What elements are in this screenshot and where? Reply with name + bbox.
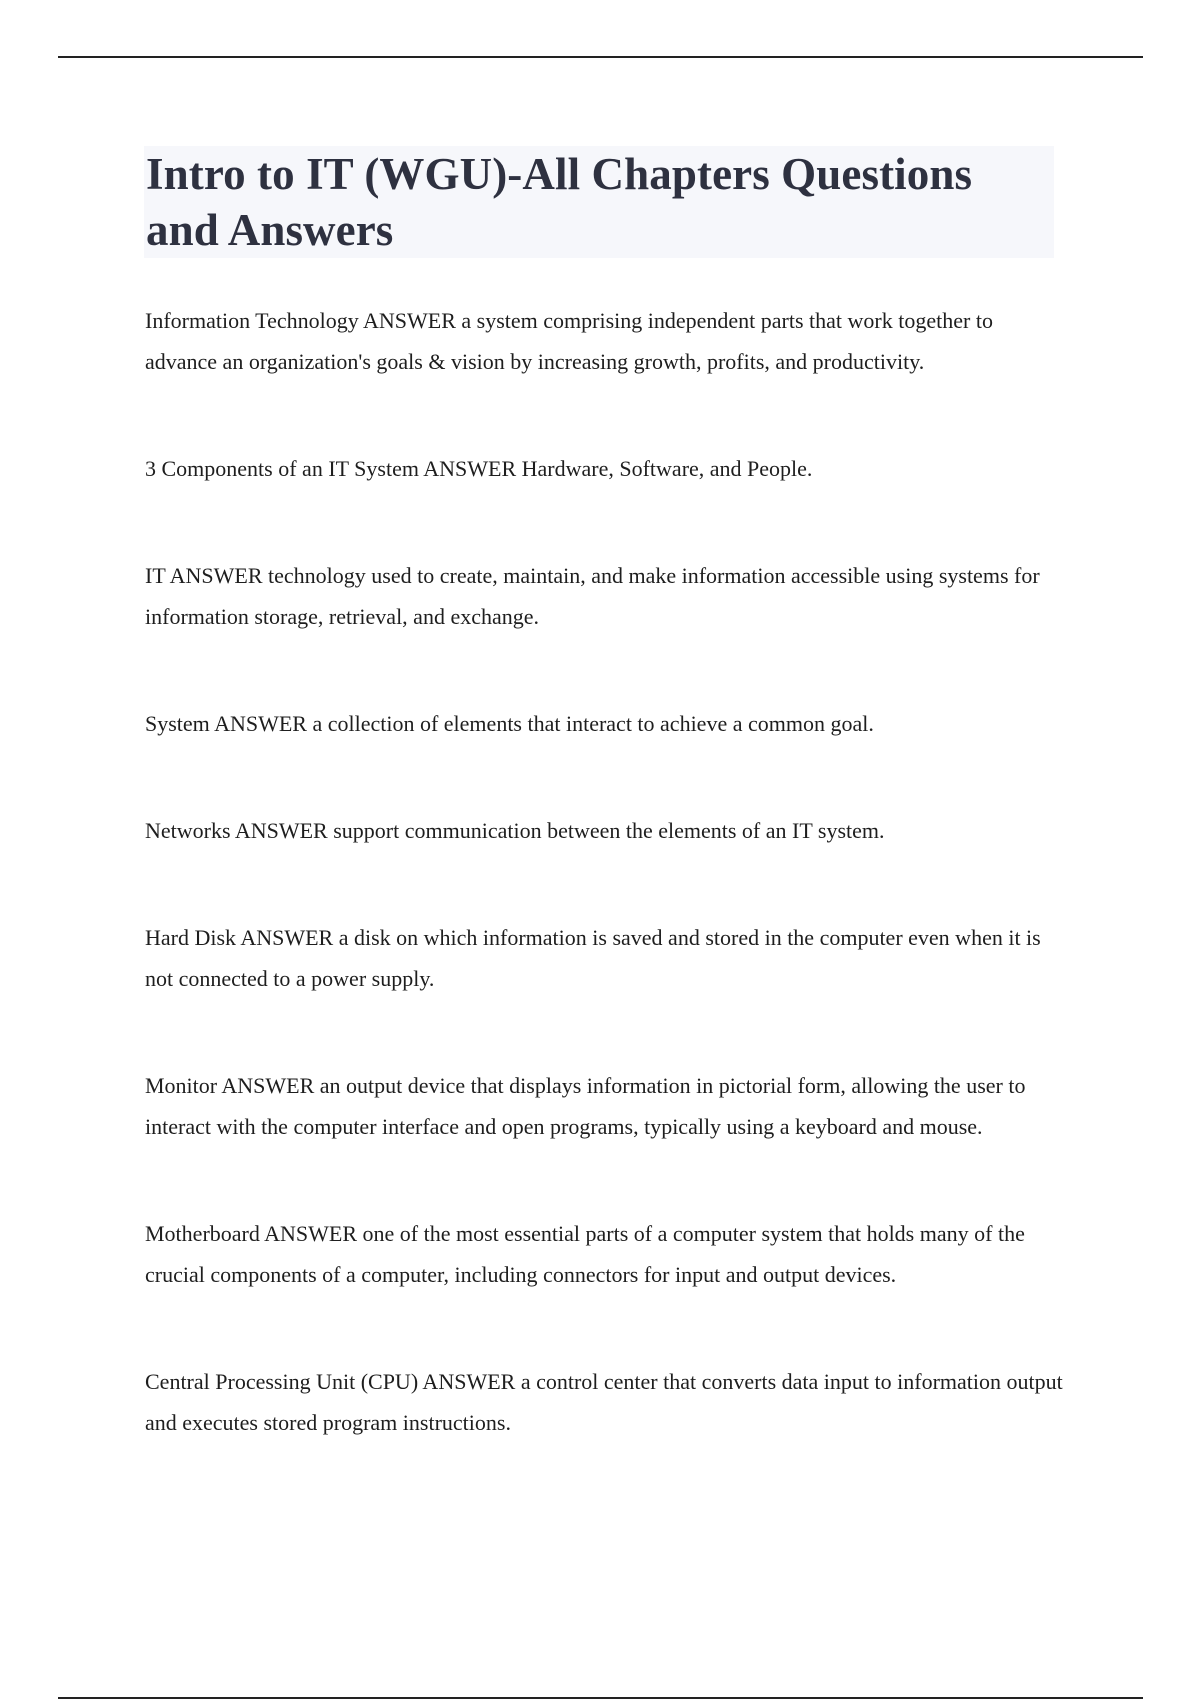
qa-item: Hard Disk ANSWER a disk on which information is saved and stored in the computer even when it is not connected to a power supply. <box>145 925 1041 991</box>
qa-list <box>145 300 1065 1443</box>
qa-item: Central Processing Unit (CPU) ANSWER a control center that converts data input to information output and executes stored program instructions. <box>145 1369 1063 1435</box>
qa-item: System ANSWER a collection of elements that interact to achieve a common goal. <box>145 711 874 736</box>
qa-item: IT ANSWER technology used to create, maintain, and make information accessible using systems for information storage, retrieval, and exchange. <box>145 563 1040 629</box>
qa-item: 3 Components of an IT System ANSWER Hardware, Software, and People. <box>145 456 813 481</box>
document-title: Intro to IT (WGU)-All Chapters Questions and Answers <box>146 149 973 255</box>
header-rule <box>58 56 1143 58</box>
title-banner <box>144 146 1054 258</box>
qa-item: Monitor ANSWER an output device that displays information in pictorial form, allowing the user to interact with the computer interface and open programs, typically using a keyboard and mouse. <box>145 1073 1026 1139</box>
qa-item: Motherboard ANSWER one of the most essential parts of a computer system that holds many of the crucial components of a computer, including connectors for input and output devices. <box>145 1221 1025 1287</box>
qa-item: Information Technology ANSWER a system comprising independent parts that work together to advance an organization's goals & vision by increasing growth, profits, and productivity. <box>145 308 993 374</box>
qa-item: Networks ANSWER support communication between the elements of an IT system. <box>145 818 885 843</box>
footer-rule <box>58 1697 1143 1699</box>
